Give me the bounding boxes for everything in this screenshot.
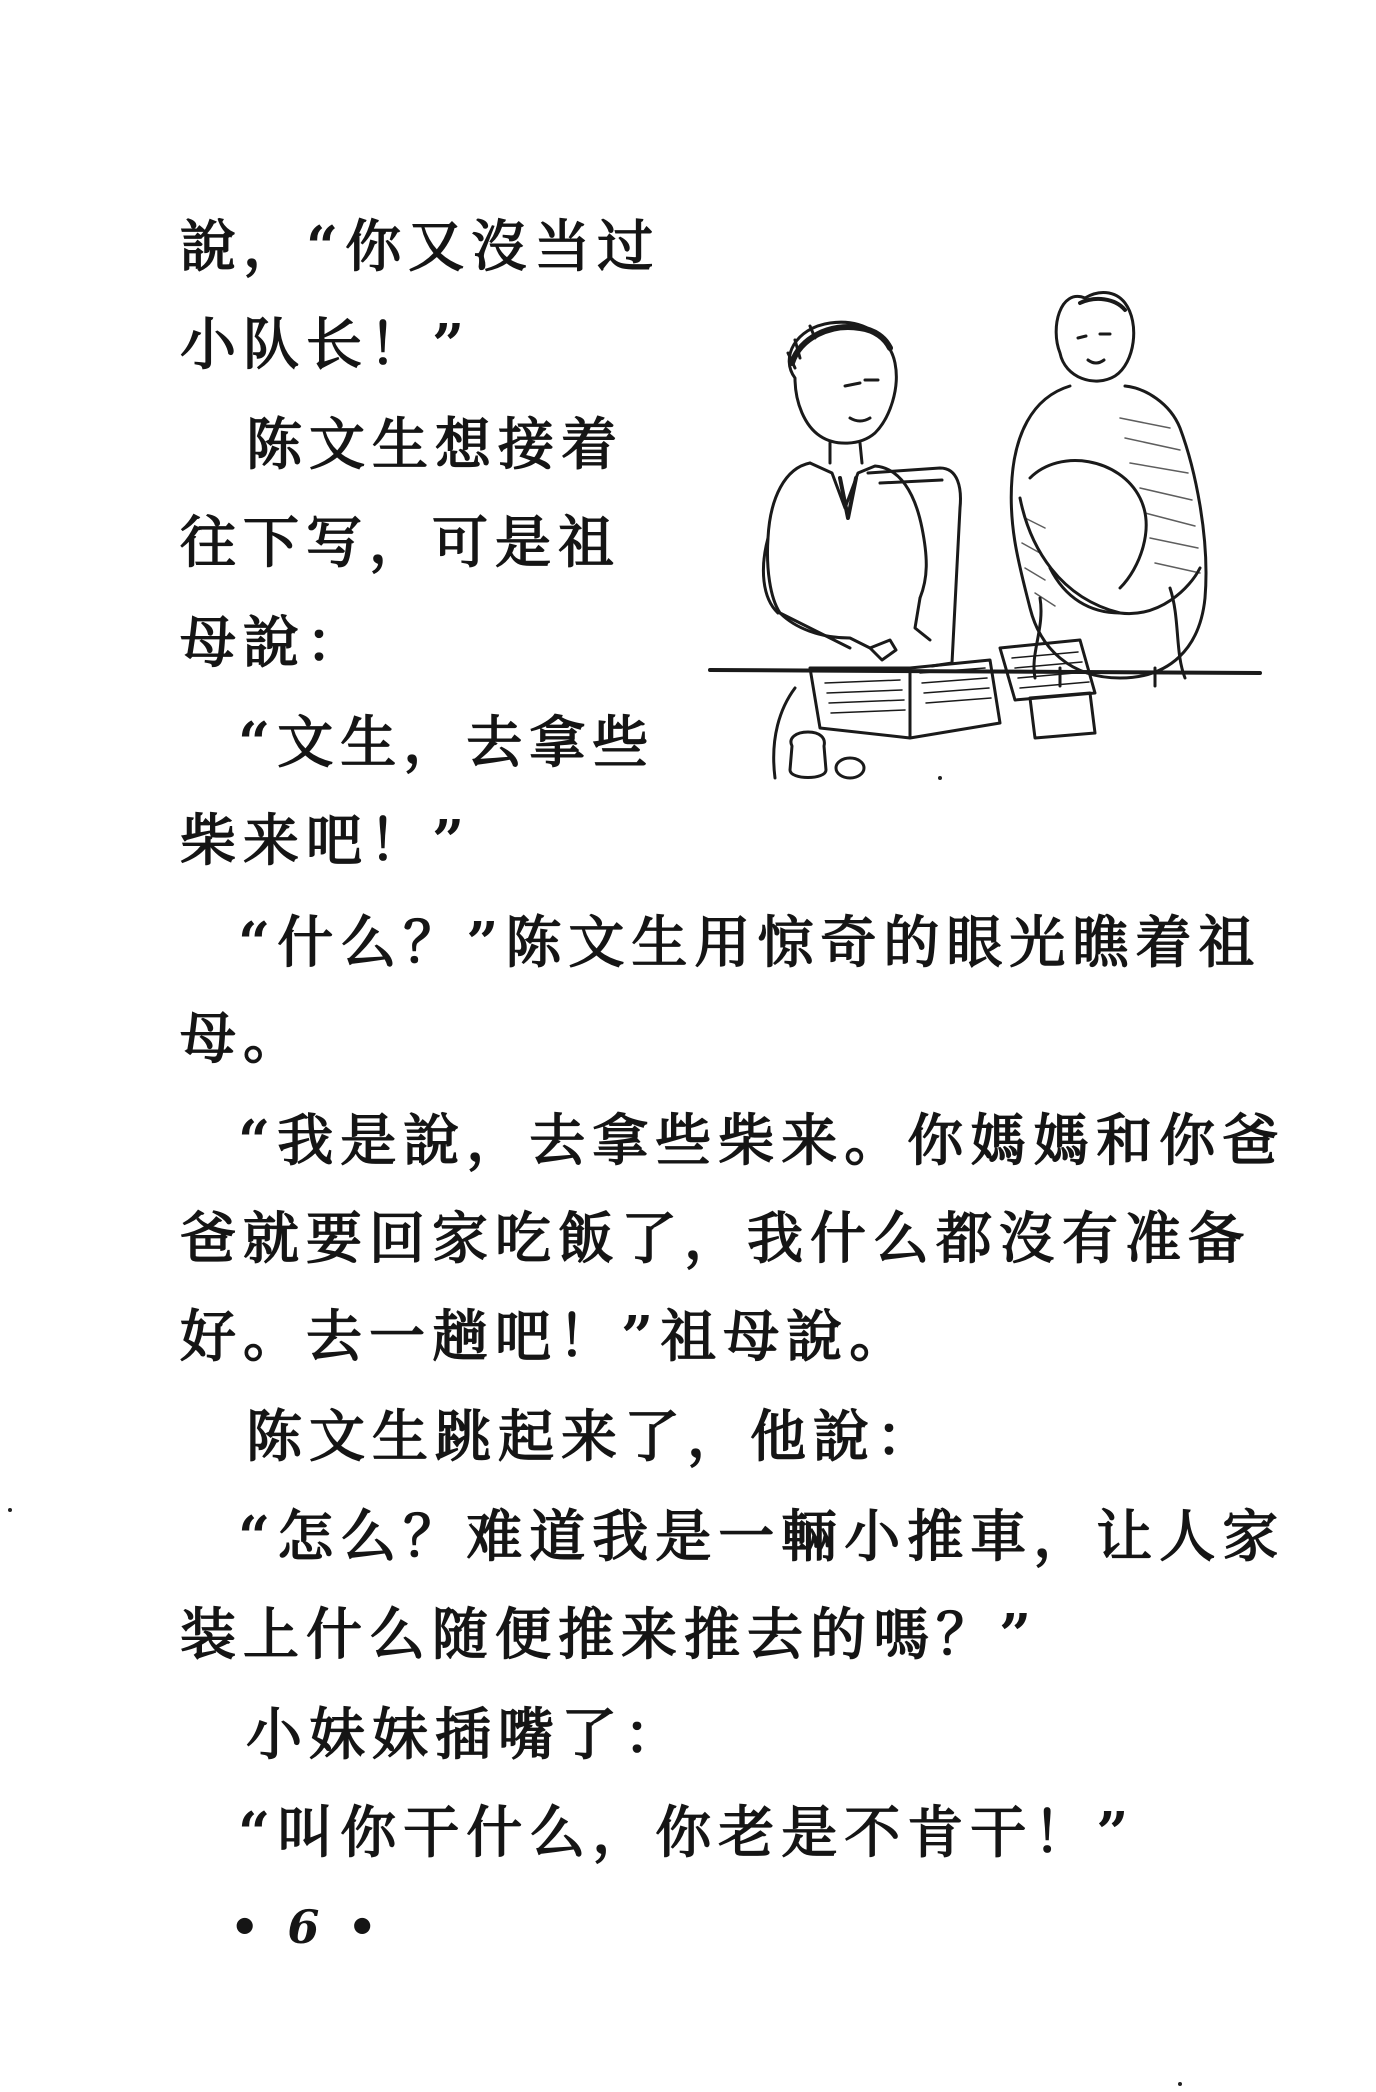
- text-line-10: “我是說，去拿些柴来。你媽媽和你爸: [238, 1108, 1286, 1174]
- text-line-3: 陈文生想接着: [246, 412, 624, 478]
- boy-figure: [763, 322, 930, 660]
- ink-cap: [836, 758, 864, 778]
- text-line-4: 往下写，可是祖: [180, 510, 621, 576]
- text-line-13: 陈文生跳起来了，他說：: [246, 1404, 939, 1470]
- text-line-7: 柴来吧！”: [180, 808, 472, 874]
- text-line-1: 說，“你又沒当过: [180, 214, 661, 280]
- text-line-6: “文生，去拿些: [238, 710, 656, 776]
- print-speck: [8, 1508, 12, 1512]
- text-line-12: 好。去一趟吧！”祖母說。: [180, 1304, 913, 1370]
- print-speck: [1178, 2082, 1182, 2086]
- grandmother-figure: [1011, 293, 1206, 686]
- desk-edge: [710, 670, 1260, 673]
- text-line-9: 母。: [180, 1006, 306, 1072]
- text-line-14: “怎么？难道我是一輛小推車，让人家: [238, 1504, 1286, 1570]
- text-line-5: 母說：: [180, 610, 369, 676]
- page-number: • 6 •: [230, 1900, 383, 1954]
- text-line-2: 小队长！”: [180, 312, 472, 378]
- text-line-11: 爸就要回家吃飯了，我什么都沒有准备: [180, 1206, 1251, 1272]
- text-line-15: 装上什么随便推来推去的嗎？”: [180, 1602, 1039, 1668]
- boy-at-desk-with-grandmother-illustration: [700, 268, 1270, 898]
- text-line-16: 小妹妹插嘴了：: [246, 1702, 687, 1768]
- inkwell: [790, 732, 826, 778]
- text-line-17: “叫你干什么，你老是不肯干！”: [238, 1800, 1136, 1866]
- text-line-8: “什么？”陈文生用惊奇的眼光瞧着祖: [238, 910, 1262, 976]
